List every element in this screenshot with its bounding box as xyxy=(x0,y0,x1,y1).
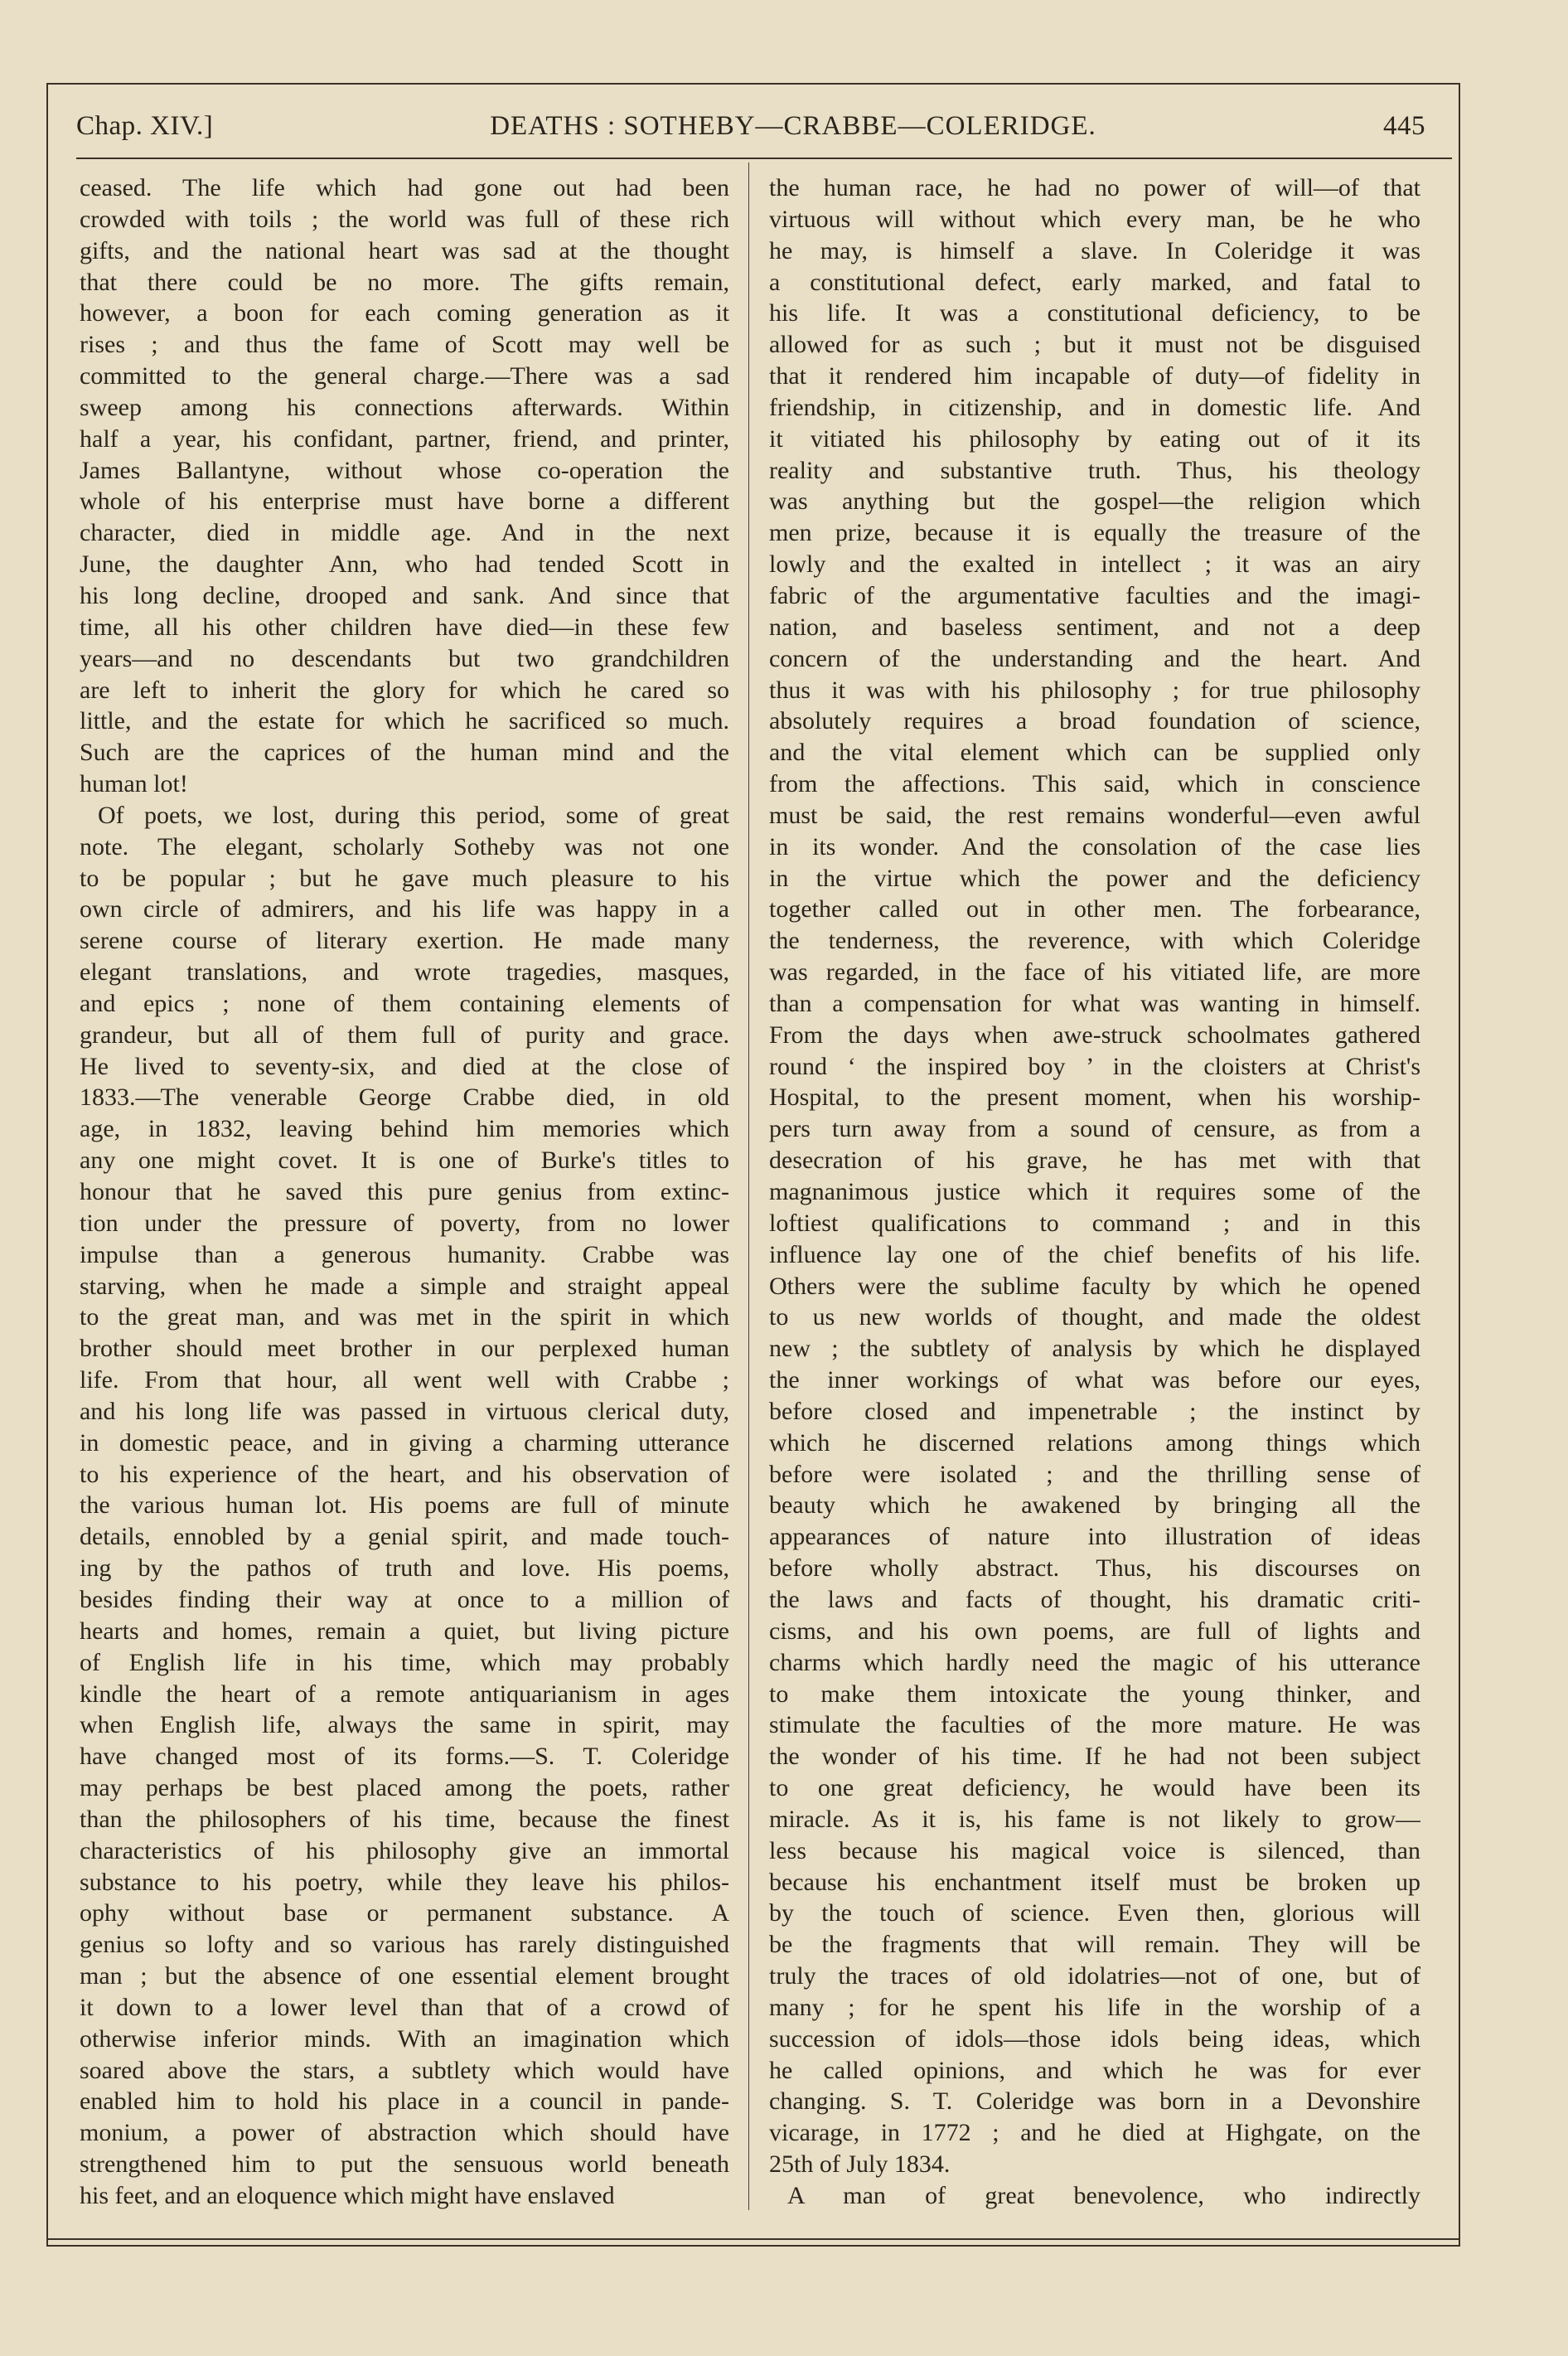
text-line: desecration of his grave, he has met with that xyxy=(769,1146,1420,1175)
chapter-label: Chap. XIV.] xyxy=(76,111,214,141)
text-line: before closed and impenetrable ; the instinct by xyxy=(769,1397,1420,1425)
text-line: impulse than a generous humanity. Crabbe was xyxy=(80,1240,729,1268)
text-line: was regarded, in the face of his vitiated life, are more xyxy=(769,958,1420,987)
text-line: in the virtue which the power and the deficiency xyxy=(769,864,1420,892)
text-line: in domestic peace, and in giving a charming utterance xyxy=(80,1428,729,1457)
text-line: substance to his poetry, while they leave his philos- xyxy=(80,1868,729,1896)
text-line: thus it was with his philosophy ; for true philosophy xyxy=(769,676,1420,704)
text-line: cisms, and his own poems, are full of lights and xyxy=(769,1617,1420,1645)
text-line: from the affections. This said, which in conscience xyxy=(769,770,1420,798)
text-line: life. From that hour, all went well with Crabbe ; xyxy=(80,1366,729,1394)
text-line: to be popular ; but he gave much pleasure to his xyxy=(80,864,729,892)
text-line: when English life, always the same in spirit, may xyxy=(80,1711,729,1739)
text-line: the human race, he had no power of will—of that xyxy=(769,174,1420,201)
text-line: miracle. As it is, his fame is not likely to grow— xyxy=(769,1805,1420,1833)
text-line: the tenderness, the reverence, with which Coleridge xyxy=(769,927,1420,955)
text-line: grandeur, but all of them full of purity and grace. xyxy=(80,1020,729,1049)
text-line: friendship, in citizenship, and in domestic life. And xyxy=(769,393,1420,421)
text-line: rises ; and thus the fame of Scott may well be xyxy=(80,331,729,359)
text-line: a constitutional defect, early marked, and fatal to xyxy=(769,268,1420,296)
text-line: kindle the heart of a remote antiquarianism in ages xyxy=(80,1680,729,1708)
text-line: than the philosophers of his time, because the finest xyxy=(80,1805,729,1833)
text-line: succession of idols—those idols being ideas, which xyxy=(769,2024,1420,2053)
text-line: serene course of literary exertion. He made many xyxy=(80,927,729,955)
text-line: ing by the pathos of truth and love. His poems, xyxy=(80,1554,729,1583)
text-line: 1833.—The venerable George Crabbe died, in old xyxy=(80,1083,729,1112)
text-line: honour that he saved this pure genius from extinc- xyxy=(80,1178,729,1205)
text-line: appearances of nature into illustration of ideas xyxy=(769,1523,1420,1551)
text-line: concern of the understanding and the heart. And xyxy=(769,644,1420,672)
text-line: ceased. The life which had gone out had been xyxy=(80,174,729,201)
text-line: vicarage, in 1772 ; and he died at Highgate, on the xyxy=(769,2119,1420,2147)
text-line: charms which hardly need the magic of his utterance xyxy=(769,1648,1420,1676)
text-line: besides finding their way at once to a million of xyxy=(80,1585,729,1613)
text-line: age, in 1832, leaving behind him memories which xyxy=(80,1115,729,1143)
text-line: own circle of admirers, and his life was happy in a xyxy=(80,895,729,923)
text-line: details, ennobled by a genial spirit, and made touch- xyxy=(80,1523,729,1551)
text-line: however, a boon for each coming generation as it xyxy=(80,299,729,327)
text-line: Others were the sublime faculty by which he opened xyxy=(769,1272,1420,1300)
text-line: half a year, his confidant, partner, friend, and printer, xyxy=(80,424,729,453)
text-line: James Ballantyne, without whose co-operation the xyxy=(80,456,729,484)
text-line: any one might covet. It is one of Burke's titles to xyxy=(80,1146,729,1175)
text-line: He lived to seventy-six, and died at the close of xyxy=(80,1052,729,1080)
text-line: human lot! xyxy=(80,770,188,798)
text-line: ophy without base or permanent substance. A xyxy=(80,1899,729,1927)
text-line: may perhaps be best placed among the poets, rather xyxy=(80,1774,729,1802)
text-line: otherwise inferior minds. With an imagination which xyxy=(80,2024,729,2053)
left-column xyxy=(80,172,729,2212)
text-line: lowly and the exalted in intellect ; it was an airy xyxy=(769,550,1420,579)
bottom-rule xyxy=(46,2238,1460,2240)
text-line: and his long life was passed in virtuous clerical duty, xyxy=(80,1397,729,1425)
text-line: in its wonder. And the consolation of the case lies xyxy=(769,832,1420,860)
text-line: virtuous will without which every man, be he who xyxy=(769,205,1420,233)
text-line: whole of his enterprise must have borne a different xyxy=(80,487,729,516)
running-title: DEATHS : SOTHEBY—CRABBE—COLERIDGE. xyxy=(490,111,1096,141)
text-line: to make them intoxicate the young thinker, and xyxy=(769,1680,1420,1708)
text-line: which he discerned relations among things which xyxy=(769,1428,1420,1457)
text-line: years—and no descendants but two grandchildren xyxy=(80,644,729,672)
text-line: are left to inherit the glory for which he cared so xyxy=(80,676,729,704)
text-line: influence lay one of the chief benefits of his life. xyxy=(769,1240,1420,1268)
text-line: to one great deficiency, he would have been its xyxy=(769,1774,1420,1802)
column-divider xyxy=(748,162,749,2210)
text-line: soared above the stars, a subtlety which would have xyxy=(80,2056,729,2084)
text-line: many ; for he spent his life in the worship of a xyxy=(769,1993,1420,2021)
text-line: stimulate the faculties of the more mature. He was xyxy=(769,1711,1420,1739)
text-line: absolutely requires a broad foundation of science, xyxy=(769,707,1420,735)
text-line: before wholly abstract. Thus, his discourses on xyxy=(769,1554,1420,1583)
text-line: he called opinions, and which he was for ever xyxy=(769,2056,1420,2084)
text-line: reality and substantive truth. Thus, his theology xyxy=(769,456,1420,484)
text-line: changing. S. T. Coleridge was born in a Devonshire xyxy=(769,2087,1420,2116)
text-line: pers turn away from a sound of censure, as from a xyxy=(769,1115,1420,1143)
text-line: fabric of the argumentative faculties and the imagi- xyxy=(769,581,1420,609)
text-line: his long decline, drooped and sank. And since that xyxy=(80,581,729,609)
text-line: magnanimous justice which it requires some of the xyxy=(769,1178,1420,1205)
text-line: man ; but the absence of one essential element brought xyxy=(80,1962,729,1990)
text-line: because his enchantment itself must be broken up xyxy=(769,1868,1420,1896)
text-line: Hospital, to the present moment, when his worship- xyxy=(769,1083,1420,1112)
page-number: 445 xyxy=(1383,111,1425,141)
text-line: before were isolated ; and the thrilling sense of xyxy=(769,1460,1420,1488)
text-line: loftiest qualifications to command ; and in this xyxy=(769,1209,1420,1237)
text-line: to his experience of the heart, and his observation of xyxy=(80,1460,729,1488)
text-line: Of poets, we lost, during this period, some of great xyxy=(98,801,729,829)
text-line: it vitiated his philosophy by eating out of it its xyxy=(769,424,1420,453)
text-line: together called out in other men. The forbearance, xyxy=(769,895,1420,923)
text-line: little, and the estate for which he sacrificed so much. xyxy=(80,707,729,735)
text-line: genius so lofty and so various has rarely distinguished xyxy=(80,1931,729,1959)
text-line: time, all his other children have died—in these few xyxy=(80,613,729,641)
text-line: be the fragments that will remain. They will be xyxy=(769,1931,1420,1959)
text-line: enabled him to hold his place in a council in pande- xyxy=(80,2087,729,2116)
text-line: brother should meet brother in our perplexed human xyxy=(80,1335,729,1363)
text-line: and epics ; none of them containing elements of xyxy=(80,989,729,1017)
text-line: From the days when awe-struck schoolmates gathered xyxy=(769,1020,1420,1049)
text-line: was anything but the gospel—the religion which xyxy=(769,487,1420,516)
text-line: of English life in his time, which may probably xyxy=(80,1648,729,1676)
text-line: A man of great benevolence, who indirectly xyxy=(787,2182,1420,2209)
text-line: that there could be no more. The gifts remain, xyxy=(80,268,729,296)
text-line: than a compensation for what was wanting in himself. xyxy=(769,989,1420,1017)
text-line: starving, when he made a simple and straight appeal xyxy=(80,1272,729,1300)
text-line: by the touch of science. Even then, glorious will xyxy=(769,1899,1420,1927)
text-line: hearts and homes, remain a quiet, but living picture xyxy=(80,1617,729,1645)
text-line: truly the traces of old idolatries—not of one, but of xyxy=(769,1962,1420,1990)
text-line: monium, a power of abstraction which should have xyxy=(80,2119,729,2147)
text-line: that it rendered him incapable of duty—of fidelity in xyxy=(769,362,1420,390)
text-line: beauty which he awakened by bringing all the xyxy=(769,1491,1420,1520)
running-head xyxy=(76,106,1425,148)
text-line: the various human lot. His poems are full of minute xyxy=(80,1491,729,1520)
text-line: gifts, and the national heart was sad at the thought xyxy=(80,236,729,264)
text-line: Such are the caprices of the human mind and the xyxy=(80,739,729,767)
text-line: allowed for as such ; but it must not be disguised xyxy=(769,331,1420,359)
text-line: have changed most of its forms.—S. T. Coleridge xyxy=(80,1743,729,1771)
text-line: men prize, because it is equally the treasure of the xyxy=(769,519,1420,547)
text-line: note. The elegant, scholarly Sotheby was not one xyxy=(80,832,729,860)
text-line: his life. It was a constitutional deficiency, to be xyxy=(769,299,1420,327)
text-line: new ; the subtlety of analysis by which he displayed xyxy=(769,1335,1420,1363)
text-line: the wonder of his time. If he had not been subject xyxy=(769,1743,1420,1771)
text-line: sweep among his connections afterwards. Within xyxy=(80,393,729,421)
text-line: the laws and facts of thought, his dramatic criti- xyxy=(769,1585,1420,1613)
text-line: less because his magical voice is silenced, than xyxy=(769,1836,1420,1864)
text-line: character, died in middle age. And in the next xyxy=(80,519,729,547)
text-line: round ‘ the inspired boy ’ in the cloisters at Christ's xyxy=(769,1052,1420,1080)
text-line: nation, and baseless sentiment, and not a deep xyxy=(769,613,1420,641)
text-line: committed to the general charge.—There was a sad xyxy=(80,362,729,390)
text-line: his feet, and an eloquence which might have enslaved xyxy=(80,2182,615,2209)
text-line: it down to a lower level than that of a crowd of xyxy=(80,1993,729,2021)
text-line: strengthened him to put the sensuous world beneath xyxy=(80,2150,729,2179)
text-line: to us new worlds of thought, and made the oldest xyxy=(769,1303,1420,1331)
text-line: must be said, the rest remains wonderful—even awful xyxy=(769,801,1420,829)
text-line: crowded with toils ; the world was full of these rich xyxy=(80,205,729,233)
text-line: tion under the pressure of poverty, from no lower xyxy=(80,1209,729,1237)
text-line: June, the daughter Ann, who had tended Scott in xyxy=(80,550,729,579)
text-line: the inner workings of what was before our eyes, xyxy=(769,1366,1420,1394)
text-line: and the vital element which can be supplied only xyxy=(769,739,1420,767)
text-line: elegant translations, and wrote tragedies, masques, xyxy=(80,958,729,987)
text-line: 25th of July 1834. xyxy=(769,2150,951,2179)
text-line: he may, is himself a slave. In Coleridge it was xyxy=(769,236,1420,264)
text-line: to the great man, and was met in the spirit in which xyxy=(80,1303,729,1331)
right-column xyxy=(769,172,1420,2212)
text-line: characteristics of his philosophy give an immortal xyxy=(80,1836,729,1864)
header-rule xyxy=(76,158,1452,159)
